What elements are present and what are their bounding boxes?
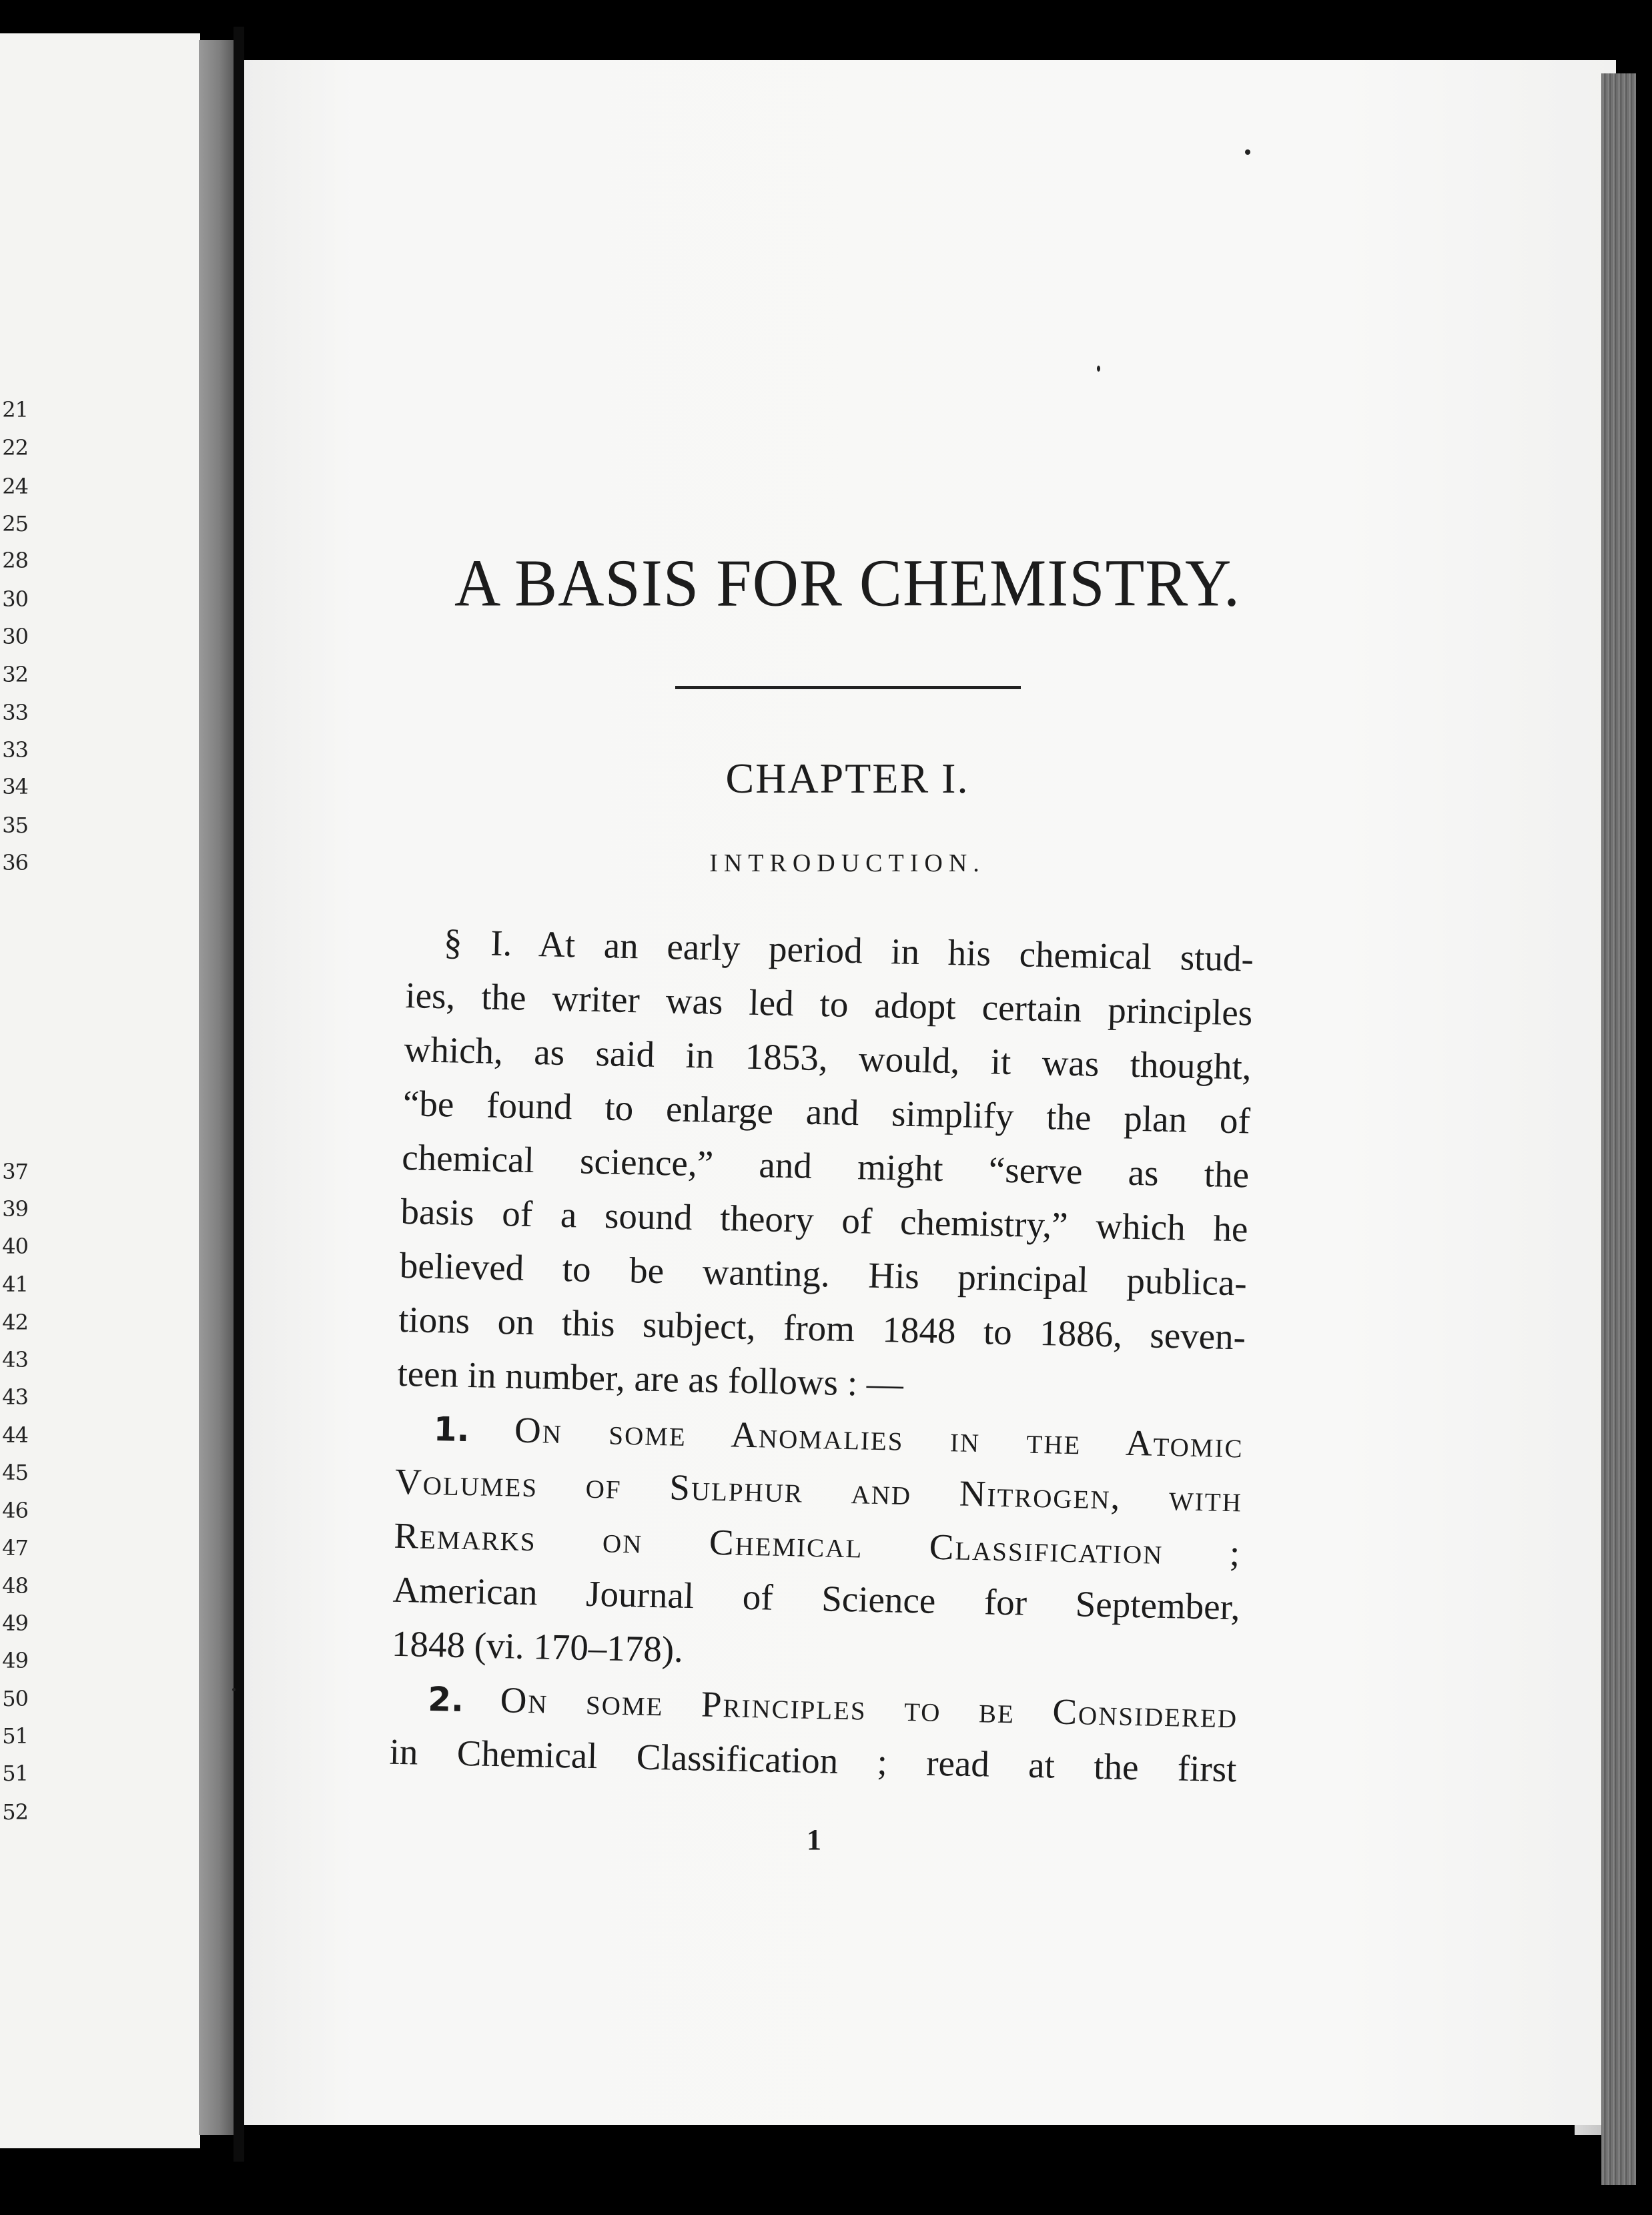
text-line: believed to be wanting. His principal publica- [399,1244,1248,1304]
margin-page-number: 41 [2,1272,28,1297]
dust-speck [232,1688,236,1691]
entry-title-text: Volumes of Sulphur and Nitrogen, with [394,1460,1243,1520]
margin-page-number: 34 [2,774,28,799]
margin-page-number: 25 [2,511,28,536]
margin-page-number: 33 [2,737,28,763]
entry-number: 1. [433,1410,470,1450]
margin-page-number: 44 [2,1422,28,1448]
margin-page-number: 48 [2,1573,28,1599]
margin-page-number: 40 [2,1234,28,1259]
dust-speck [1097,366,1100,372]
margin-page-number: 39 [2,1196,28,1222]
book-gutter [234,27,244,2162]
text-line: which, as said in 1853, would, it was thought, [404,1028,1252,1087]
margin-page-number: 49 [2,1648,28,1673]
margin-page-number: 35 [2,813,28,838]
left-page-edge [199,40,234,2135]
left-page [0,33,200,2148]
margin-page-number: 28 [2,548,28,573]
entry-title-text: On some Anomalies in the Atomic [514,1409,1244,1466]
text-line: basis of a sound theory of chemistry,” which he [400,1190,1249,1250]
text-line: chemical science,” and might “serve as the [401,1136,1250,1196]
margin-page-number: 30 [2,624,28,649]
text-line: 1848 (vi. 170–178). [391,1623,684,1670]
margin-page-number: 42 [2,1310,28,1335]
margin-page-number: 52 [2,1799,28,1825]
margin-page-number: 24 [2,474,28,499]
margin-page-number: 33 [2,700,28,725]
text-line: tions on this subject, from 1848 to 1886, seven- [398,1298,1246,1358]
text-line: “be found to enlarge and simplify the plan of [402,1082,1251,1142]
margin-page-number: 50 [2,1686,28,1711]
section-heading: INTRODUCTION. [709,849,985,877]
margin-page-number: 43 [2,1384,28,1410]
margin-page-number: 45 [2,1460,28,1485]
margin-page-number: 32 [2,662,28,687]
margin-page-number: 36 [2,850,28,875]
chapter-heading: CHAPTER I. [725,755,969,802]
body-text [389,914,1254,1796]
dust-speck [1245,149,1250,155]
margin-page-number: 47 [2,1535,28,1561]
margin-page-number: 49 [2,1611,28,1636]
margin-page-number: 21 [2,397,28,422]
entry-number: 2. [427,1679,464,1720]
text-line: American Journal of Science for September, [392,1569,1241,1628]
margin-page-number: 51 [2,1761,28,1786]
margin-page-number: 30 [2,586,28,612]
page-number: 1 [807,1823,821,1856]
margin-page-number: 22 [2,435,28,460]
page-stack [1601,73,1636,2185]
text-line: teen in number, are as follows : — [396,1352,904,1404]
margin-page-number: 43 [2,1347,28,1372]
title-rule [675,686,1021,689]
margin-page-number: 51 [2,1723,28,1749]
text-line: in Chemical Classification ; read at the first [389,1731,1238,1790]
entry-title-text: On some Principles to be Considered [500,1679,1238,1736]
margin-page-number: 37 [2,1159,28,1184]
text-line: ies, the writer was led to adopt certain principles [404,974,1253,1033]
margin-page-number: 46 [2,1498,28,1523]
entry-title-text: Remarks on Chemical Classification ; [393,1514,1242,1574]
book-title: A BASIS FOR CHEMISTRY. [454,545,1240,620]
text-line: § I. At an early period in his chemical stud- [443,921,1254,979]
